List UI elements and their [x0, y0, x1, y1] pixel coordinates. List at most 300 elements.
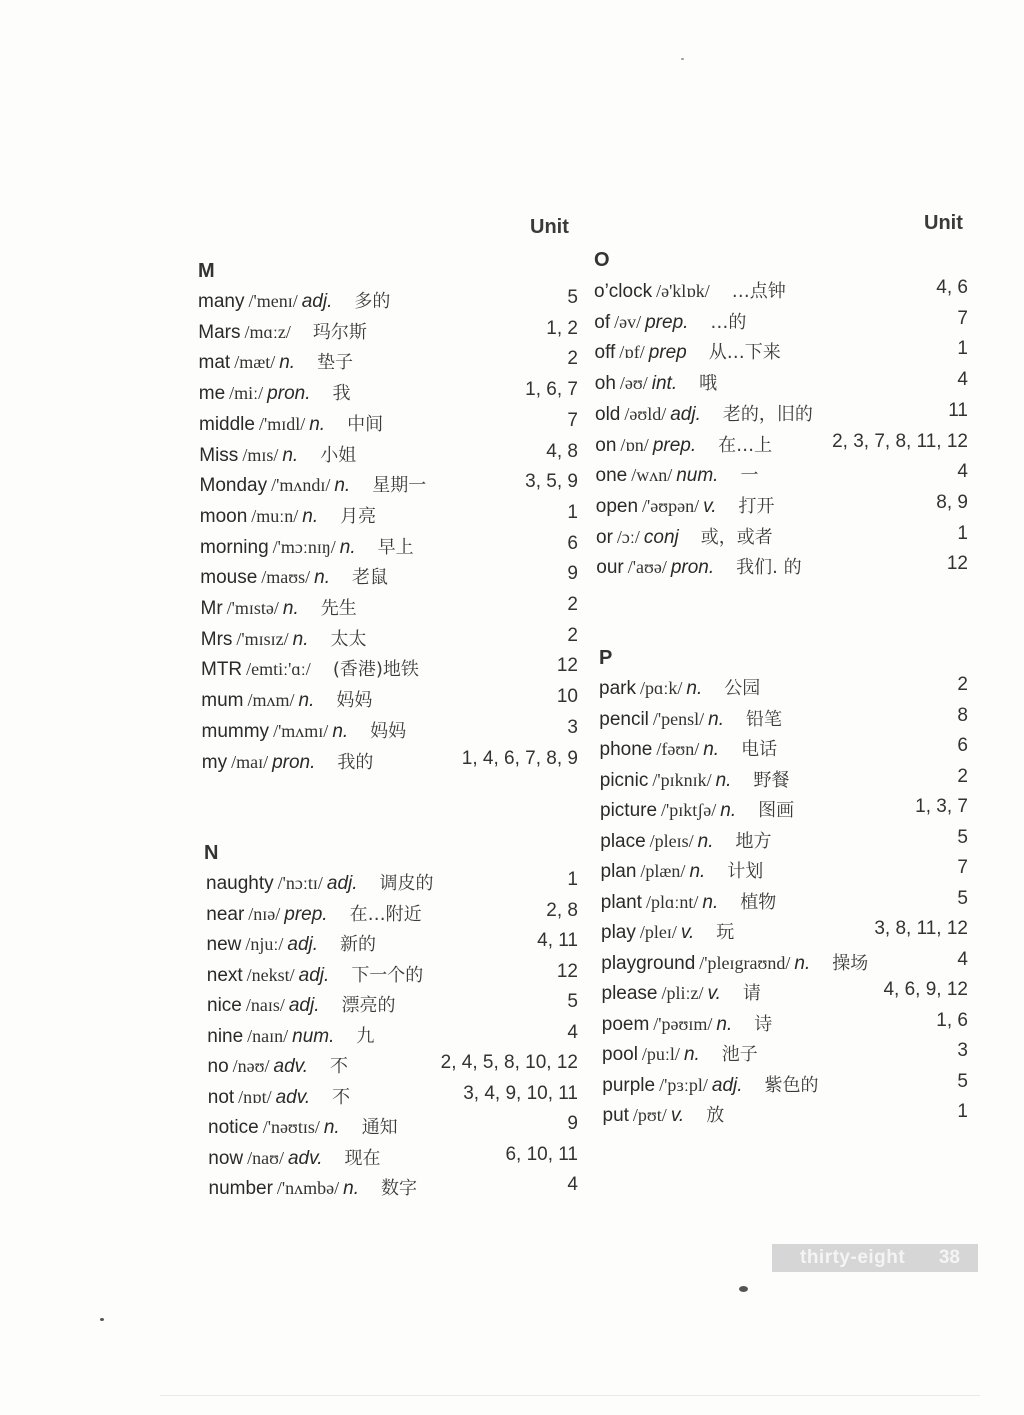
vocab-unit-numbers: 8, 9 [936, 491, 968, 513]
vocab-part-of-speech: n. [323, 1117, 340, 1138]
vocab-word: old [595, 403, 621, 425]
vocab-chinese-meaning: 星期一 [372, 475, 427, 497]
vocab-part-of-speech: adj. [301, 291, 333, 312]
vocab-phonetic: /nɪə/ [248, 903, 281, 924]
vocab-part-of-speech: n. [332, 720, 349, 742]
vocab-phonetic: /naʊ/ [247, 1147, 284, 1168]
vocab-part-of-speech: int. [651, 373, 678, 395]
vocab-unit-numbers: 7 [957, 857, 968, 878]
vocab-chinese-meaning: 紫色的 [764, 1074, 819, 1096]
vocab-unit-numbers: 3, 8, 11, 12 [874, 918, 968, 939]
vocab-unit-numbers: 4 [957, 369, 968, 391]
vocab-entry [206, 869, 578, 897]
vocab-phonetic: /'pensl/ [652, 708, 705, 729]
vocab-chinese-meaning: 数字 [381, 1178, 418, 1199]
vocab-phonetic: /'menɪ/ [248, 291, 298, 311]
vocab-chinese-meaning: 铅笔 [746, 708, 783, 730]
vocab-entry [601, 888, 968, 916]
vocab-word: plant [600, 891, 642, 913]
vocab-part-of-speech: n. [703, 739, 720, 760]
vocab-part-of-speech: adv. [287, 1147, 323, 1169]
vocab-phonetic: /'nəʊtɪs/ [262, 1117, 320, 1137]
vocab-unit-numbers: 5 [957, 887, 968, 909]
vocab-chinese-meaning: 计划 [727, 861, 764, 882]
vocab-unit-numbers: 1 [957, 1101, 968, 1122]
vocab-part-of-speech: n. [298, 690, 315, 712]
vocab-unit-numbers: 1, 6 [936, 1009, 968, 1031]
vocab-entry [207, 961, 578, 989]
vocab-chinese-meaning: 一 [740, 465, 759, 487]
vocab-chinese-meaning: 小姐 [320, 444, 357, 466]
vocab-part-of-speech: num. [292, 1025, 335, 1047]
vocab-entry [200, 471, 579, 499]
vocab-unit-numbers: 2 [567, 348, 578, 370]
vocab-entry [595, 400, 968, 428]
vocab-entry [600, 827, 968, 855]
vocab-chinese-meaning: 野餐 [753, 769, 790, 791]
page-footer-bar [772, 1244, 978, 1272]
vocab-unit-numbers: 7 [957, 307, 968, 329]
vocab-chinese-meaning: 九 [356, 1025, 375, 1047]
vocab-unit-numbers: 4 [957, 461, 968, 483]
vocab-word: MTR [201, 659, 243, 681]
vocab-chinese-meaning: 在…附近 [349, 903, 422, 925]
vocab-chinese-meaning: 放 [706, 1105, 725, 1126]
vocab-word: place [600, 830, 646, 852]
vocab-entry [596, 523, 968, 551]
vocab-word: mum [201, 690, 244, 712]
vocab-word: near [206, 903, 245, 925]
vocab-unit-numbers: 1 [957, 522, 968, 544]
vocab-chinese-meaning: 先生 [320, 598, 357, 619]
vocab-phonetic: /mɪs/ [242, 444, 279, 465]
vocab-entry [600, 735, 969, 763]
vocab-word: Monday [199, 475, 268, 497]
vocab-part-of-speech: adj. [711, 1074, 743, 1096]
vocab-word: phone [599, 739, 653, 760]
vocab-entry [601, 949, 968, 977]
vocab-part-of-speech: adj. [326, 873, 358, 894]
vocab-part-of-speech: pron. [670, 557, 715, 579]
vocab-entry [199, 441, 578, 469]
vocab-part-of-speech: n. [282, 444, 299, 466]
vocab-phonetic: /'mʌmɪ/ [273, 720, 329, 741]
vocab-part-of-speech: adj. [288, 995, 320, 1016]
vocab-entry [207, 930, 579, 958]
ink-speck [681, 58, 684, 60]
vocab-part-of-speech: n. [334, 475, 351, 497]
vocab-entry [594, 308, 968, 336]
vocab-phonetic: /əʊ/ [619, 373, 648, 394]
vocab-chinese-meaning: 我 [332, 383, 351, 405]
vocab-chinese-meaning: 老的，旧的 [722, 403, 813, 425]
vocab-word: open [595, 495, 639, 517]
vocab-entry [601, 857, 969, 885]
vocab-word: poem [601, 1013, 650, 1035]
vocab-entry [602, 1010, 968, 1038]
vocab-chinese-meaning: 操场 [832, 952, 869, 974]
vocab-entry [201, 686, 578, 714]
vocab-entry [594, 277, 968, 305]
vocab-entry [206, 900, 578, 928]
vocab-entry [208, 1113, 578, 1141]
unit-column-header: Unit [924, 212, 963, 234]
vocab-chinese-meaning: 月亮 [340, 505, 377, 527]
vocab-part-of-speech: conj [643, 526, 679, 548]
vocab-entry [199, 348, 579, 376]
vocab-word: mouse [200, 567, 258, 589]
vocab-chinese-meaning: 妈妈 [370, 720, 407, 742]
vocab-unit-numbers: 1, 4, 6, 7, 8, 9 [461, 747, 578, 769]
vocab-chinese-meaning: 从…下来 [708, 342, 781, 364]
vocab-entry [209, 1174, 579, 1202]
vocab-entry [596, 553, 968, 581]
vocab-entry [202, 748, 578, 776]
vocab-part-of-speech: n. [686, 678, 703, 699]
vocab-chinese-meaning: 请 [742, 983, 761, 1004]
vocab-word: our [596, 557, 624, 579]
vocab-entry [602, 1040, 968, 1068]
vocab-entry [602, 979, 969, 1007]
vocab-chinese-meaning: 我们. 的 [736, 557, 802, 579]
vocab-unit-numbers: 1, 2 [546, 317, 578, 339]
vocab-word: off [594, 342, 616, 364]
vocab-word: me [198, 383, 226, 405]
vocab-phonetic: /ɒn/ [620, 434, 649, 455]
vocab-phonetic: /mɑːz/ [244, 321, 291, 342]
vocab-entry [600, 766, 968, 794]
vocab-unit-numbers: 4 [567, 1021, 578, 1043]
vocab-phonetic: /plɑːnt/ [645, 891, 699, 912]
vocab-phonetic: /ɒf/ [619, 342, 645, 363]
vocab-chinese-meaning: 现在 [344, 1147, 381, 1169]
vocab-phonetic: /əʊld/ [624, 403, 667, 424]
vocab-phonetic: /ɔː/ [616, 526, 640, 547]
vocab-part-of-speech: prep. [284, 903, 328, 925]
vocab-phonetic: /nekst/ [246, 964, 295, 985]
vocab-word: my [201, 751, 228, 773]
vocab-chinese-meaning: 调皮的 [379, 873, 434, 894]
vocab-phonetic: /'pɜːpl/ [659, 1074, 708, 1095]
vocab-entry [201, 655, 578, 683]
scan-edge-line [160, 1395, 980, 1396]
vocab-part-of-speech: adv. [273, 1056, 309, 1077]
vocab-entry [603, 1101, 969, 1129]
vocab-part-of-speech: n. [697, 830, 714, 852]
vocab-unit-numbers: 10 [556, 686, 578, 708]
vocab-chinese-meaning: …点钟 [731, 281, 786, 302]
vocab-unit-numbers: 12 [556, 960, 578, 982]
vocab-chinese-meaning: 哦 [699, 373, 718, 395]
vocab-entry [599, 705, 968, 733]
vocab-phonetic: /'aʊə/ [627, 557, 667, 578]
vocab-phonetic: /'mɪdl/ [258, 413, 306, 434]
vocab-part-of-speech: n. [720, 800, 737, 821]
vocab-unit-numbers: 5 [567, 287, 578, 308]
vocab-word: put [602, 1105, 629, 1126]
vocab-chinese-meaning: 通知 [361, 1117, 398, 1138]
vocab-word: nine [207, 1025, 244, 1047]
vocab-chinese-meaning: 我的 [337, 751, 374, 773]
vocab-word: pool [602, 1044, 638, 1065]
vocab-part-of-speech: prep [648, 342, 687, 364]
vocab-chinese-meaning: 中间 [347, 413, 384, 435]
vocab-phonetic: /plæn/ [640, 861, 686, 881]
vocab-word: on [595, 434, 617, 456]
vocab-chinese-meaning: 垫子 [317, 352, 354, 374]
vocab-unit-numbers: 2, 3, 7, 8, 11, 12 [832, 430, 968, 452]
vocab-phonetic: /miː/ [229, 383, 264, 404]
vocab-chinese-meaning: 池子 [721, 1044, 758, 1065]
section-letter-m: M [198, 260, 215, 282]
vocab-chinese-meaning: 老鼠 [352, 567, 389, 589]
vocab-entry [596, 461, 969, 489]
vocab-phonetic: /puːl/ [641, 1044, 680, 1064]
vocab-phonetic: /naɪs/ [245, 995, 285, 1015]
vocab-entry [198, 318, 578, 346]
vocab-part-of-speech: n. [339, 536, 356, 558]
vocab-entry [595, 431, 968, 459]
vocab-unit-numbers: 6, 10, 11 [505, 1143, 578, 1165]
vocab-entry [595, 369, 968, 397]
vocab-word: please [601, 983, 658, 1004]
vocab-unit-numbers: 2 [567, 624, 578, 646]
vocab-unit-numbers: 4, 6 [936, 277, 968, 298]
vocab-unit-numbers: 4 [567, 1174, 578, 1195]
vocab-unit-numbers: 4 [957, 948, 968, 970]
page-number-words: thirty-eight [800, 1247, 906, 1268]
vocab-word: nice [207, 995, 242, 1016]
vocab-part-of-speech: pron. [267, 383, 311, 405]
vocab-phonetic: /nɒt/ [238, 1086, 272, 1107]
vocab-word: not [207, 1086, 235, 1108]
vocab-unit-numbers: 1 [567, 869, 578, 890]
vocab-phonetic: /pʊt/ [632, 1105, 667, 1125]
vocab-word: mat [198, 352, 231, 374]
vocab-phonetic: /'əʊpən/ [642, 495, 700, 516]
vocab-unit-numbers: 2 [567, 594, 578, 615]
vocab-word: new [206, 934, 242, 955]
vocab-chinese-meaning: 玩 [716, 922, 735, 943]
vocab-word: now [208, 1147, 244, 1169]
vocab-word: o’clock [594, 281, 653, 302]
vocab-part-of-speech: n. [279, 352, 296, 374]
vocab-entry [208, 1083, 578, 1111]
vocab-part-of-speech: n. [309, 413, 326, 435]
vocab-word: oh [594, 373, 616, 395]
vocab-word: play [601, 922, 636, 943]
vocab-chinese-meaning: 不 [330, 1056, 349, 1077]
vocab-chinese-meaning: 地方 [735, 830, 772, 852]
vocab-chinese-meaning: 在…上 [718, 434, 773, 456]
vocab-phonetic: /wʌn/ [631, 465, 673, 486]
vocab-unit-numbers: 5 [957, 1070, 968, 1092]
vocab-phonetic: /mæt/ [234, 352, 276, 373]
vocab-unit-numbers: 2, 8 [546, 899, 578, 921]
vocab-word: plan [600, 861, 637, 882]
vocab-entry [208, 1144, 578, 1172]
vocab-unit-numbers: 3 [957, 1040, 968, 1061]
vocab-chinese-meaning: 或，或者 [700, 526, 773, 548]
vocab-phonetic: /'pəʊɪm/ [653, 1013, 713, 1034]
vocab-chinese-meaning: 玛尔斯 [312, 321, 367, 343]
vocab-unit-numbers: 1 [567, 501, 578, 523]
vocab-word: playground [601, 952, 696, 974]
vocab-phonetic: /muːn/ [251, 505, 299, 526]
vocab-word: middle [199, 413, 255, 435]
vocab-phonetic: /ə'klɒk/ [656, 281, 710, 301]
vocab-unit-numbers: 1 [957, 338, 968, 360]
vocab-word: one [595, 465, 628, 487]
vocab-entry [601, 918, 968, 946]
vocab-part-of-speech: n. [282, 598, 299, 619]
vocab-part-of-speech: adv. [275, 1086, 311, 1108]
vocab-part-of-speech: n. [715, 769, 732, 791]
vocab-unit-numbers: 4, 8 [546, 440, 578, 462]
page-number: 38 [938, 1247, 960, 1268]
ink-speck [100, 1318, 104, 1321]
vocab-part-of-speech: n. [716, 1013, 733, 1035]
vocab-part-of-speech: n. [314, 567, 331, 589]
vocab-chinese-meaning: 电话 [741, 739, 778, 760]
vocab-phonetic: /njuː/ [245, 934, 284, 954]
vocab-unit-numbers: 2 [957, 674, 968, 695]
vocab-part-of-speech: n. [683, 1044, 700, 1065]
section-letter-p: P [599, 647, 613, 669]
vocab-chinese-meaning: 妈妈 [336, 690, 373, 712]
vocab-word: moon [199, 505, 248, 527]
vocab-part-of-speech: v. [707, 983, 721, 1004]
vocab-word: notice [208, 1117, 259, 1138]
vocab-entry [200, 563, 578, 591]
vocab-unit-numbers: 1, 6, 7 [525, 379, 578, 401]
vocab-entry [201, 625, 578, 653]
vocab-entry [199, 379, 578, 407]
vocab-chinese-meaning: 新的 [340, 934, 377, 955]
vocab-phonetic: /'mɔːnɪŋ/ [272, 536, 336, 557]
vocab-entry [200, 533, 578, 561]
vocab-word: purple [602, 1074, 656, 1096]
vocab-entry [596, 492, 968, 520]
vocab-chinese-meaning: 漂亮的 [341, 995, 396, 1016]
vocab-part-of-speech: pron. [272, 751, 316, 773]
vocab-word: of [594, 311, 611, 333]
vocab-part-of-speech: n. [689, 861, 706, 882]
vocab-phonetic: /maɪ/ [231, 751, 269, 772]
vocab-chinese-meaning: (香港)地铁 [332, 659, 419, 681]
vocab-unit-numbers: 5 [567, 991, 578, 1012]
vocab-entry [208, 1052, 579, 1080]
vocab-chinese-meaning: 打开 [738, 495, 775, 517]
vocab-phonetic: /pleɪ/ [639, 922, 677, 942]
vocab-unit-numbers: 4, 6, 9, 12 [883, 979, 968, 1000]
vocab-chinese-meaning: 公园 [724, 678, 761, 699]
vocab-unit-numbers: 3, 4, 9, 10, 11 [463, 1082, 578, 1104]
vocab-phonetic: /pɑːk/ [639, 678, 683, 698]
section-letter-n: N [204, 842, 219, 864]
vocab-phonetic: /emtiː'ɑː/ [246, 659, 311, 680]
vocab-chinese-meaning: …的 [710, 311, 747, 333]
vocab-part-of-speech: prep. [645, 311, 689, 333]
vocab-unit-numbers: 9 [567, 1113, 578, 1134]
vocab-word: naughty [206, 873, 274, 894]
vocab-part-of-speech: adj. [670, 403, 701, 425]
vocab-entry [599, 674, 968, 702]
vocab-chinese-meaning: 图画 [758, 800, 795, 821]
vocab-part-of-speech: n. [702, 891, 719, 913]
vocab-unit-numbers: 11 [948, 399, 968, 421]
vocab-word: Mr [200, 598, 223, 619]
vocab-entry [602, 1071, 968, 1099]
vocab-chinese-meaning: 不 [332, 1086, 351, 1108]
vocab-phonetic: /'mɪsɪz/ [236, 628, 289, 649]
vocab-phonetic: /'pɪktʃə/ [661, 800, 717, 820]
vocab-chinese-meaning: 太太 [330, 628, 367, 650]
vocab-unit-numbers: 5 [957, 826, 968, 848]
vocab-word: picnic [599, 769, 649, 791]
vocab-unit-numbers: 8 [957, 704, 968, 726]
vocab-phonetic: /'pɪknɪk/ [652, 769, 712, 790]
vocab-part-of-speech: n. [302, 505, 319, 527]
vocab-phonetic: /naɪn/ [247, 1025, 289, 1046]
vocab-part-of-speech: prep. [652, 434, 697, 456]
vocab-word: park [599, 678, 636, 699]
vocab-part-of-speech: adj. [298, 964, 330, 986]
vocab-part-of-speech: n. [292, 628, 309, 650]
vocab-unit-numbers: 3 [567, 716, 578, 738]
vocab-unit-numbers: 4, 11 [537, 930, 578, 951]
vocab-unit-numbers: 2 [957, 765, 968, 787]
vocab-word: morning [200, 536, 269, 558]
vocab-word: no [207, 1056, 229, 1077]
vocab-word: or [596, 526, 613, 548]
vocab-phonetic: /'mʌndɪ/ [271, 475, 331, 496]
vocab-phonetic: /nəʊ/ [232, 1056, 270, 1076]
vocab-entry [198, 287, 578, 315]
unit-column-header: Unit [530, 216, 569, 238]
vocab-entry [207, 1022, 578, 1050]
vocab-phonetic: /mʌm/ [247, 690, 295, 711]
vocab-unit-numbers: 1, 3, 7 [915, 796, 968, 817]
vocab-word: next [206, 964, 243, 986]
vocab-part-of-speech: num. [676, 465, 719, 487]
section-letter-o: O [594, 249, 610, 271]
vocab-chinese-meaning: 诗 [754, 1013, 773, 1035]
vocab-entry [201, 594, 579, 622]
vocab-part-of-speech: v. [680, 922, 695, 943]
vocab-phonetic: /pliːz/ [661, 983, 704, 1003]
vocab-word: number [208, 1178, 273, 1199]
vocab-chinese-meaning: 下一个的 [351, 964, 424, 986]
vocab-part-of-speech: adj. [287, 934, 319, 955]
vocab-part-of-speech: v. [670, 1105, 685, 1126]
vocab-phonetic: /əv/ [614, 311, 642, 332]
vocab-entry [600, 796, 968, 824]
vocab-word: Miss [199, 444, 239, 466]
vocab-chinese-meaning: 植物 [740, 891, 777, 913]
vocab-phonetic: /'nɔːtɪ/ [277, 873, 323, 893]
vocab-entry [200, 502, 578, 530]
vocab-unit-numbers: 12 [946, 553, 968, 575]
vocab-word: many [198, 291, 245, 312]
vocab-phonetic: /fəʊn/ [656, 739, 700, 759]
vocab-unit-numbers: 9 [567, 563, 578, 585]
vocab-word: Mars [198, 321, 241, 343]
vocab-unit-numbers: 6 [567, 532, 578, 554]
vocab-entry [595, 338, 969, 366]
vocab-phonetic: /'mɪstə/ [226, 598, 279, 618]
vocab-phonetic: /'pleɪgraʊnd/ [699, 952, 791, 973]
